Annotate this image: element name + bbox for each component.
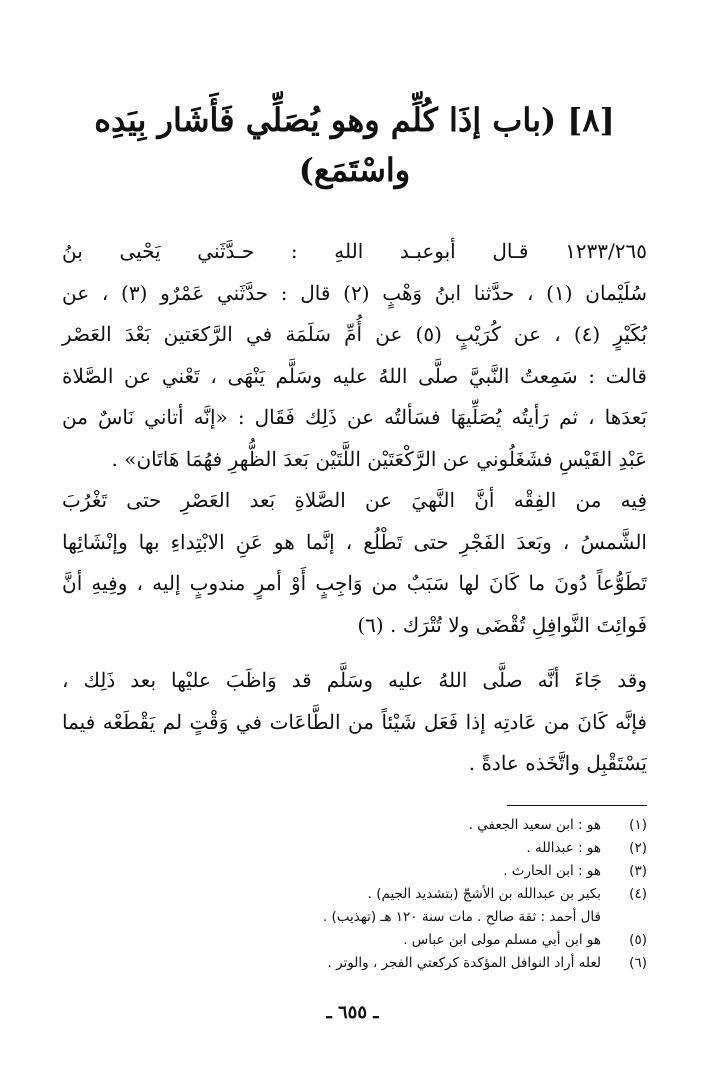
chapter-heading xyxy=(62,95,647,195)
text-line: قالت : سَمِعتُ النَّبيَّ صلَّى اللهُ عليه وسَلَّم يَنْهَى ، تَعْني عن الصَّلاة xyxy=(62,363,647,388)
text-line: تَطَوُّعاً دُونَ ما كَانَ لها سَبَبٌ من وَاجِبٍ أَوْ أمرٍ مندوبٍ إليه ، وفِيهِ أنَّ xyxy=(62,571,647,595)
footnote-separator xyxy=(507,805,647,806)
footnotes xyxy=(62,814,647,975)
footnote-number: (٢) xyxy=(629,839,647,856)
footnote-text: هو : عبدالله . xyxy=(526,839,601,856)
text-line: بَعدَها ، ثم رَأيتُه يُصَلِّيهَا فسَألتُه عن ذَلِك فَقَال : «إنَّه أتاني نَاسٌ من xyxy=(62,405,647,429)
text-line: سُلَيْمان (١) ، حدَّثنا ابنُ وَهْبٍ (٢) قال : حدَّثَني عَمْرٌو (٣) ، عن xyxy=(62,280,648,305)
footnote-text: قال أحمد : ثقة صالح . مات سنة ١٢٠ هـ (تهذيب) . xyxy=(322,908,601,925)
text-line: فِيه من الفِقْه أنَّ النَّهيَ عن الصَّلاةِ بَعد العَصْرِ حتى تَغْرُبَ xyxy=(62,488,647,512)
page-number: ـ ٦٥٥ ـ xyxy=(326,1002,379,1023)
text-line: وقد جَاءَ أنَّه صلَّى اللهُ عليه وسَلَّم قد وَاظَبَ عليْها بعد ذَلِك ، xyxy=(62,668,647,692)
footnote-number: (٣) xyxy=(629,862,647,879)
footnote-number: (٦) xyxy=(629,954,647,971)
footnote xyxy=(62,837,647,860)
fiqh-paragraph xyxy=(62,480,647,646)
footnote xyxy=(62,883,647,906)
text-line: فَوائِتَ النَّوافِلِ تُقْضَى ولا تُتْرَك . (٦) xyxy=(357,612,647,637)
footnote-text: لعله أراد النوافل المؤكدة كركعتي الفجر ، والوتر . xyxy=(327,954,601,971)
footnote xyxy=(62,860,647,883)
chapter-heading-line: [٨] (باب إذَا كُلِّم وهو يُصَلِّي فَأَشَار بِيَدِه xyxy=(94,101,615,139)
chapter-heading-line: واسْتَمَع) xyxy=(298,151,411,189)
footnote-number xyxy=(601,906,647,929)
footnote xyxy=(62,814,647,837)
text-line: فإنَّه كَانَ من عَادتِه إذا فَعَل شَيْئاً من الطَّاعَات في وَقْتٍ لم يَقْطَعْه فيما xyxy=(62,709,647,734)
paragraph-gap xyxy=(62,646,647,660)
footnote xyxy=(62,929,647,952)
footnote-text: بكير بن عبدالله بن الأشجّ (بتشديد الجيم) . xyxy=(367,885,601,902)
hadith-paragraph xyxy=(62,231,647,480)
text-line: عَبْدِ القَيْسِ فشَغَلُوني عن الرَّكْعَتَيْن اللَّتَيْن بَعدَ الظُّهرِ فهُمَا هَاتَان» . xyxy=(111,446,647,471)
footnote-number: (٥) xyxy=(629,931,647,948)
text-line: ١٢٣٣/٢٦٥ قـال أبوعبـد اللهِ : حـدَّثَني يَحْيى بنُ xyxy=(62,239,647,263)
text-line: يَسْتَقْبِل واتَّخَذه عادةً . xyxy=(468,751,647,775)
footnote-number: (١) xyxy=(629,816,647,833)
text-line: بُكَيْرٍ (٤) ، عن كُرَيْبٍ (٥) عن أُمِّ سَلَمَة في الرَّكعَتين بَعْدَ العَصْر xyxy=(62,322,647,346)
closing-paragraph xyxy=(62,660,647,785)
footnote-number: (٤) xyxy=(629,885,647,902)
footnote-text: هو : ابن سعيد الجعفي . xyxy=(468,816,601,833)
footnote-continuation xyxy=(62,906,647,929)
footnote-text: هو ابن أبي مسلم مولى ابن عباس . xyxy=(403,931,601,948)
footnote xyxy=(62,952,647,975)
footnote-text: هو : ابن الحارث . xyxy=(503,862,601,879)
text-line: الشَّمسُ ، وبَعدَ الفَجْرِ حتى تَطْلُع ، إنَّما هو عَنِ الابْتِداءِ بها وإنْشَائِها xyxy=(62,529,647,554)
